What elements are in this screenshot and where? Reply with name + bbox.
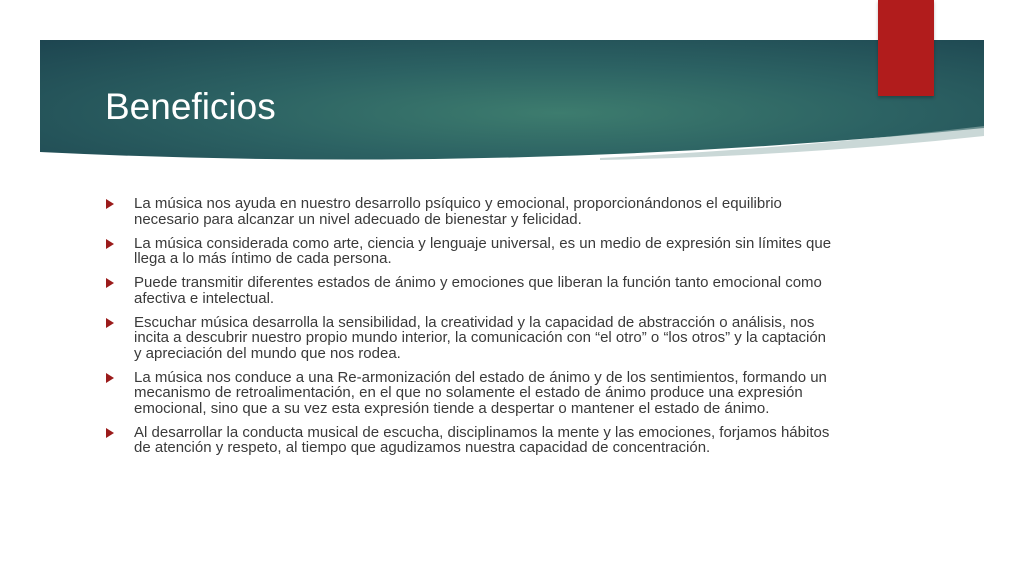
triangle-right-icon bbox=[106, 278, 114, 288]
slide-title: Beneficios bbox=[105, 86, 276, 127]
triangle-right-icon bbox=[106, 199, 114, 209]
triangle-right-icon bbox=[106, 239, 114, 249]
bullet-item bbox=[104, 236, 834, 267]
triangle-right-icon bbox=[106, 373, 114, 383]
red-accent-tab bbox=[878, 0, 934, 96]
bullet-text: Escuchar música desarrolla la sensibilidad, la creatividad y la capacidad de abstracción o análisis, nos incita a descubrir nuestro propio mundo interior, la comunicación con “el otro” o “los otros” y la captación y apreciación del mundo que nos rodea. bbox=[134, 313, 827, 362]
triangle-right-icon bbox=[106, 428, 114, 438]
bullet-text: Puede transmitir diferentes estados de ánimo y emociones que liberan la función tanto emocional como afectiva e intelectual. bbox=[134, 274, 822, 307]
bullet-text: La música considerada como arte, ciencia y lenguaje universal, es un medio de expresión sin límites que llega a lo más íntimo de cada persona. bbox=[134, 234, 832, 267]
triangle-right-icon bbox=[106, 318, 114, 328]
bullet-item bbox=[104, 315, 834, 362]
bullet-text: La música nos conduce a una Re-armonización del estado de ánimo y de los sentimientos, formando un mecanismo de retroalimentación, en el que no solamente el estado de ánimo produce una expresión emocional, sino que a su vez esta expresión tiende a despertar o mantener el estado de ánimo. bbox=[134, 368, 827, 417]
bullet-item bbox=[104, 370, 834, 417]
bullet-text: La música nos ayuda en nuestro desarrollo psíquico y emocional, proporcionándonos el equilibrio necesario para alcanzar un nivel adecuado de bienestar y felicidad. bbox=[134, 195, 782, 228]
bullet-item bbox=[104, 196, 834, 227]
bullet-item bbox=[104, 275, 834, 306]
bullet-item bbox=[104, 425, 834, 456]
bullet-text: Al desarrollar la conducta musical de escucha, disciplinamos la mente y las emociones, forjamos hábitos de atención y respeto, al tiempo que agudizamos nuestra capacidad de concentración. bbox=[134, 423, 830, 456]
bullet-list bbox=[104, 196, 834, 464]
